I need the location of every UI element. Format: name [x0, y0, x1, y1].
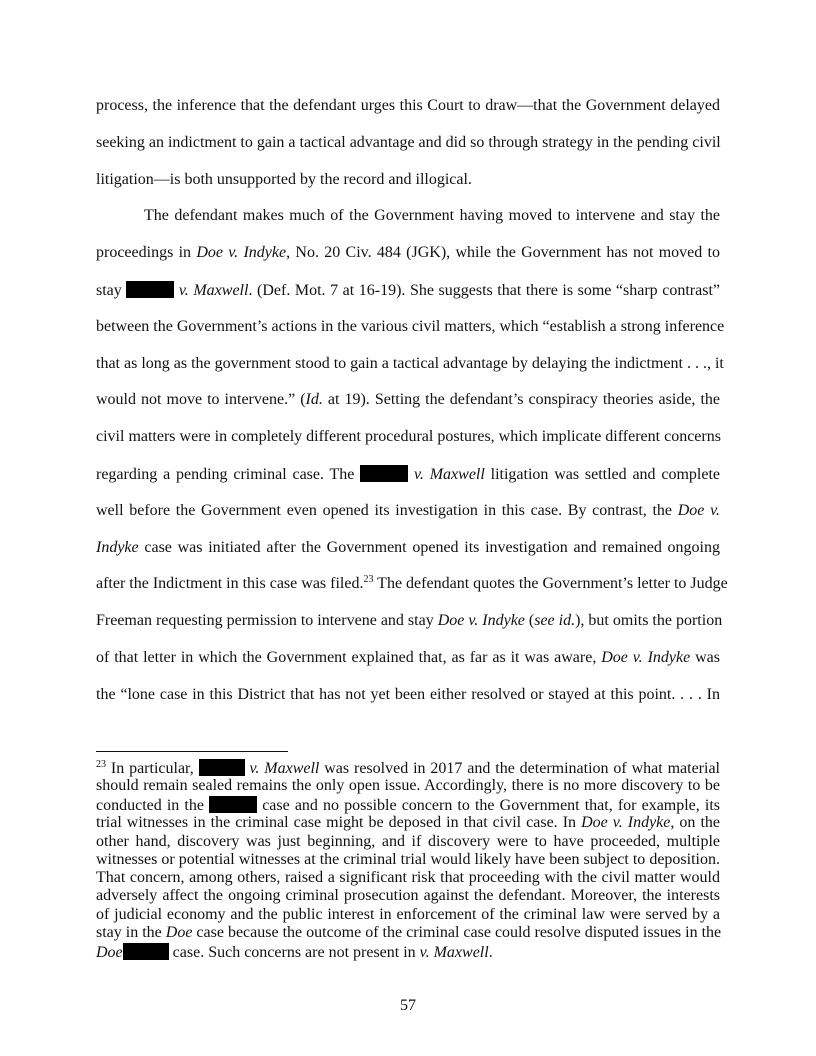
footnote-line-5: [96, 833, 720, 851]
text-run: The defendant makes much of the Government having moved to intervene and stay the: [144, 207, 720, 224]
text-run: case. Such concerns are not present in: [172, 944, 420, 961]
text-run: at 19). Setting the defendant’s conspiracy theories aside, the: [322, 391, 720, 408]
footnote-line-8: [96, 887, 720, 905]
body-line-8: [96, 355, 724, 373]
body-line-15: [96, 612, 723, 630]
text-run: .: [488, 944, 493, 961]
text-run: . (Def. Mot. 7 at 16-19). She suggests that there is some “sharp contrast”: [248, 282, 720, 299]
footnote-line-3: [96, 796, 720, 815]
text-run: case and no possible concern to the Government that, for example, its: [262, 797, 721, 814]
redaction-block: [199, 759, 245, 776]
italic-text: v. Maxwell: [419, 944, 489, 961]
text-run: other hand, discovery was just beginning, and if discovery were to have proceeded, multiple: [96, 833, 720, 850]
text-run: stay: [96, 282, 127, 299]
body-line-1: [96, 97, 720, 115]
body-line-11: [96, 465, 720, 484]
footnote-line-1: [96, 759, 720, 778]
text-run: of that letter in which the Government explained that, as far as it was aware,: [96, 649, 602, 666]
italic-text: Doe v. Indyke: [196, 244, 287, 261]
footnote-line-6: [96, 851, 720, 869]
italic-text: Doe v. Indyke: [581, 814, 671, 831]
text-run: proceedings in: [96, 244, 197, 261]
body-line-7: [96, 318, 725, 336]
text-run: trial witnesses in the criminal case might be deposed in that civil case. In: [96, 814, 582, 831]
body-line-6: [96, 281, 720, 300]
text-run: , No. 20 Civ. 484 (JGK), while the Government has not moved to: [286, 244, 721, 261]
page-number: 57: [400, 997, 416, 1014]
body-line-17: [96, 686, 720, 704]
footnote-ref: 23: [96, 759, 106, 770]
italic-text: Doe: [96, 944, 123, 961]
body-line-10: [96, 428, 720, 446]
text-run: of judicial economy and the public interest in enforcement of the criminal law were served by a: [96, 906, 720, 923]
footnote-line-7: [96, 869, 720, 887]
italic-text: v. Maxwell: [178, 282, 249, 299]
text-run: seeking an indictment to gain a tactical advantage and did so through strategy in the pending civil: [96, 134, 721, 151]
text-run: litigation was settled and complete: [484, 466, 721, 483]
italic-text: Id.: [305, 391, 323, 408]
italic-text: Doe v.: [677, 502, 720, 519]
body-line-16: [96, 649, 720, 667]
italic-text: see id.: [534, 612, 576, 629]
body-line-3: [96, 171, 720, 189]
text-run: between the Government’s actions in the various civil matters, which “establish a strong inference: [96, 318, 725, 335]
text-run: litigation—is both unsupported by the record and illogical.: [96, 171, 472, 188]
text-run: The defendant quotes the Government’s letter to Judge: [373, 575, 728, 592]
footnote-line-11: [96, 943, 720, 962]
text-run: stay in the: [96, 924, 166, 941]
text-run: conducted in the: [96, 797, 210, 814]
text-run: , on the: [670, 814, 721, 831]
text-run: should remain sealed remains the only open issue. Accordingly, there is no more discovery to be: [96, 777, 720, 794]
text-run: that as long as the government stood to gain a tactical advantage by delaying the indictment . . ., it: [96, 355, 724, 372]
text-run: would not move to intervene.” (: [96, 391, 306, 408]
footnote-line-4: [96, 814, 720, 832]
body-line-12: [96, 502, 720, 520]
body-line-9: [96, 391, 720, 409]
text-run: (: [524, 612, 535, 629]
body-line-5: [96, 244, 720, 262]
footnote-separator: [96, 751, 288, 752]
italic-text: Doe v. Indyke: [601, 649, 691, 666]
text-run: case because the outcome of the criminal case could resolve disputed issues in the: [192, 924, 722, 941]
text-run: civil matters were in completely different procedural postures, which implicate different concerns: [96, 428, 721, 445]
footnote-line-10: [96, 924, 720, 942]
footnote-ref: 23: [363, 574, 374, 585]
body-line-2: [96, 134, 720, 152]
italic-text: Doe: [165, 924, 193, 941]
body-line-14: [96, 574, 728, 593]
text-run: regarding a pending criminal case. The: [96, 466, 361, 483]
text-run: after the Indictment in this case was filed.: [96, 575, 364, 592]
footnote-line-2: [96, 777, 720, 795]
text-run: Freeman requesting permission to intervene and stay: [96, 612, 438, 629]
text-run: the “lone case in this District that has not yet been either resolved or stayed at this point. . . . In: [96, 686, 720, 703]
body-line-4: [144, 207, 720, 225]
redaction-block: [123, 943, 169, 960]
text-run: was: [690, 649, 720, 666]
text-run: That concern, among others, raised a significant risk that proceeding with the civil matter would: [96, 869, 720, 886]
redaction-block: [360, 465, 408, 482]
redaction-block: [209, 796, 257, 813]
text-run: witnesses or potential witnesses at the criminal trial would likely have been subject to deposition.: [96, 851, 720, 868]
text-run: ), but omits the portion: [575, 612, 723, 629]
italic-text: v. Maxwell: [249, 760, 320, 777]
body-line-13: [96, 539, 720, 557]
italic-text: Indyke: [96, 539, 139, 556]
text-run: In particular,: [106, 760, 199, 777]
text-run: was resolved in 2017 and the determination of what material: [319, 760, 720, 777]
text-run: case was initiated after the Government opened its investigation and remained ongoing: [138, 539, 720, 556]
italic-text: v. Maxwell: [414, 466, 485, 483]
italic-text: Doe v. Indyke: [437, 612, 525, 629]
text-run: process, the inference that the defendant urges this Court to draw—that the Government delayed: [96, 97, 720, 114]
text-run: well before the Government even opened its investigation in this case. By contrast, the: [96, 502, 678, 519]
footnote-line-9: [96, 906, 720, 924]
redaction-block: [126, 281, 174, 298]
text-run: adversely affect the ongoing criminal prosecution against the defendant. Moreover, the interests: [96, 887, 720, 904]
